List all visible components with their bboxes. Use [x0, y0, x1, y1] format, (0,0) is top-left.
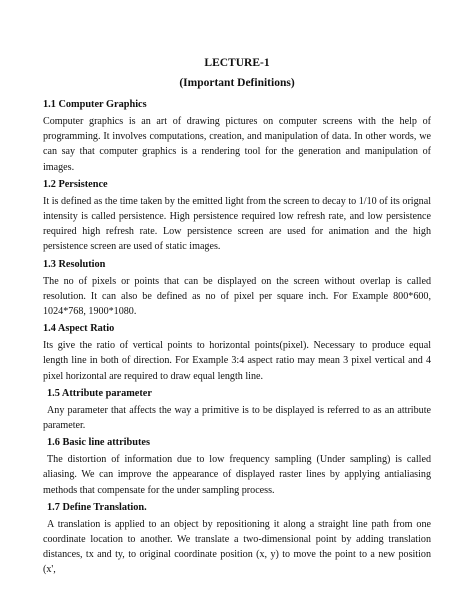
- section-heading-resolution: 1.3 Resolution: [43, 258, 106, 270]
- lecture-title: LECTURE-1: [204, 57, 270, 69]
- section-text-basic-line-attributes: The distortion of information due to low frequency sampling (Under sampling) is called aliasing. We can improve the appearance of displayed raster lines by applying antialiasing methods that compensate for the under sampling process.: [43, 454, 431, 496]
- section-heading-basic-line-attributes: 1.6 Basic line attributes: [47, 437, 150, 449]
- section-text-define-translation: A translation is applied to an object by repositioning it along a straight line path from one coordinate location to another. We translate a two-dimensional point by adding translation distances, tx and ty, to original coordinate position (x, y) to move the point to a new position (x',: [43, 518, 431, 576]
- section-text-resolution: The no of pixels or points that can be displayed on the screen without overlap is called resolution. It can also be defined as no of pixel per square inch. For Example 800*600, 1024*768, 1900*1080.: [43, 275, 431, 318]
- lecture-subtitle: (Important Definitions): [179, 77, 295, 89]
- section-text-computer-graphics: Computer graphics is an art of drawing pictures on computer screens with the help of programming. It involves computations, creation, and manipulation of data. In other words, we can say that computer graphics is a rendering tool for the generation and manipulation of images.: [43, 116, 431, 173]
- section-text-attribute-parameter: Any parameter that affects the way a primitive is to be displayed is referred to as an attribute parameter.: [43, 404, 431, 432]
- section-heading-define-translation: 1.7 Define Translation.: [47, 501, 147, 513]
- section-heading-attribute-parameter: 1.5 Attribute parameter: [47, 387, 152, 399]
- section-heading-computer-graphics: 1.1 Computer Graphics: [43, 99, 147, 110]
- section-heading-persistence: 1.2 Persistence: [43, 178, 108, 190]
- section-heading-aspect-ratio: 1.4 Aspect Ratio: [43, 323, 115, 335]
- section-text-persistence: It is defined as the time taken by the emitted light from the screen to decay to 1/10 of its orignal intensity is called persistence. High persistence required low refresh rate, and low persistence required high refresh rate. Low persistence screen are used for animation and the high persistence screen are used of static images.: [43, 195, 431, 253]
- section-text-aspect-ratio: Its give the ratio of vertical points to horizontal points(pixel). Necessary to produce equal length line in both of direction. For Example 3:4 aspect ratio may mean 3 pixel vertical and 4 pixel horizontal are required to draw equal length line.: [43, 340, 431, 382]
